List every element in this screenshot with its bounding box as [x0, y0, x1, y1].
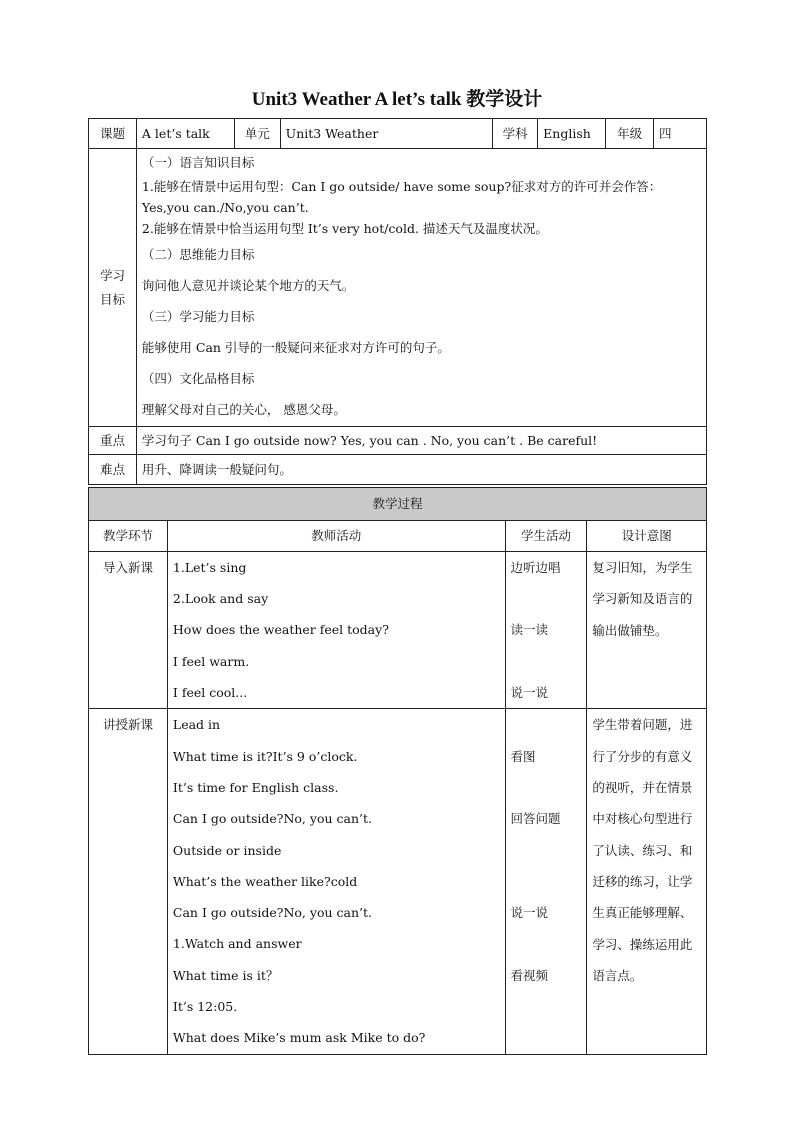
teacher-line: 1.Watch and answer	[172, 936, 302, 952]
student-line	[511, 583, 582, 614]
header-student-activity: 学生活动	[505, 521, 587, 552]
teacher-line: Can I go outside?No, you can’t.	[172, 811, 372, 827]
student-line: 看视频	[510, 967, 549, 983]
teacher-line: What does Mike’s mum ask Mike to do?	[172, 1030, 426, 1046]
process-title: 教学过程	[89, 488, 707, 521]
teacher-line: It’s 12:05.	[172, 998, 238, 1014]
teacher-line: I feel cool...	[172, 685, 248, 701]
goals-row	[89, 149, 707, 427]
design-intent-text: 复习旧知，为学生学习新知及语言的输出做铺垫。	[592, 560, 693, 638]
teacher-line: 1.Let’s sing	[172, 559, 247, 575]
teacher-line: What time is it?It’s 9 o’clock.	[172, 748, 358, 764]
difficult-point-label: 难点	[89, 455, 137, 485]
process-title-row	[89, 488, 707, 521]
teacher-line: Lead in	[172, 717, 221, 733]
student-line	[511, 646, 582, 677]
stage-label: 讲授新课	[102, 717, 153, 733]
topic-value: A let’s talk	[136, 119, 234, 149]
student-line: 看图	[510, 748, 536, 764]
student-activity-cell	[505, 709, 587, 1054]
process-table	[88, 487, 707, 1055]
goal-thinking-text: 询问他人意见并谈论某个地方的天气。	[141, 277, 355, 293]
unit-label: 单元	[234, 119, 280, 149]
stage-label: 导入新课	[102, 559, 153, 575]
goal-heading-learning: （三）学习能力目标	[141, 308, 255, 324]
goal-learning-text: 能够使用 Can 引导的一般疑问来征求对方许可的句子。	[141, 339, 450, 355]
student-line	[511, 991, 582, 1022]
document-title: Unit3 Weather A let’s talk 教学设计	[251, 89, 543, 110]
grade-value: 四	[654, 119, 707, 149]
difficult-point-row	[89, 455, 707, 485]
design-intent-cell	[587, 552, 707, 709]
teacher-line: What’s the weather like?cold	[172, 873, 358, 889]
design-intent-cell	[587, 709, 707, 1054]
student-activity-cell	[505, 552, 587, 709]
teacher-line: What time is it？	[172, 967, 279, 983]
stage-cell	[89, 709, 168, 1054]
student-line	[511, 1022, 582, 1053]
goal-language-item1: 1.能够在情景中运用句型：Can I go outside/ have some soup?征求对方的许可并会作答：Yes,you can./No,you can’t.	[141, 179, 662, 215]
topic-label: 课题	[89, 119, 137, 149]
key-point-label: 重点	[89, 427, 137, 455]
goals-label	[89, 149, 137, 427]
student-line	[511, 929, 582, 960]
student-line	[511, 835, 582, 866]
section-new-lesson	[89, 709, 707, 1054]
subject-value: English	[538, 119, 606, 149]
student-line: 边听边唱	[510, 559, 561, 575]
info-table	[88, 118, 707, 485]
teacher-activity-cell	[167, 552, 505, 709]
goals-content	[136, 149, 706, 427]
teacher-line: It’s time for English class.	[172, 779, 339, 795]
student-line	[511, 709, 582, 740]
info-row	[89, 119, 707, 149]
stage-cell	[89, 552, 168, 709]
header-stage: 教学环节	[89, 521, 168, 552]
process-header-row	[89, 521, 707, 552]
design-intent-text: 学生带着问题，进行了分步的有意义的视听，并在情景中对核心句型进行了认读、练习、和迁移的练习，让学生真正能够理解、学习、操练运用此语言点。	[592, 717, 693, 983]
goal-heading-language: （一）语言知识目标	[141, 155, 255, 171]
subject-label: 学科	[493, 119, 538, 149]
goal-heading-culture: （四）文化品格目标	[141, 370, 255, 386]
header-teacher-activity: 教师活动	[167, 521, 505, 552]
student-line: 说一说	[510, 685, 549, 701]
goal-heading-thinking: （二）思维能力目标	[141, 246, 255, 262]
goal-culture-text: 理解父母对自己的关心， 感恩父母。	[141, 401, 346, 417]
goals-label-line2: 目标	[99, 291, 125, 307]
teacher-line: I feel warm.	[172, 653, 250, 669]
student-line: 读一读	[510, 622, 549, 638]
teacher-line: How does the weather feel today?	[172, 622, 389, 638]
student-line	[511, 772, 582, 803]
header-design-intent: 设计意图	[587, 521, 707, 552]
teacher-line: Can I go outside?No, you can’t.	[172, 905, 372, 921]
goals-label-line1: 学习	[99, 267, 125, 283]
goal-language-item2: 2.能够在情景中恰当运用句型 It’s very hot/cold. 描述天气及温度状况。	[141, 221, 548, 236]
unit-value: Unit3 Weather	[280, 119, 493, 149]
section-lead-in	[89, 552, 707, 709]
student-line	[511, 866, 582, 897]
grade-label: 年级	[606, 119, 654, 149]
teacher-line: 2.Look and say	[172, 591, 269, 607]
teacher-line: Outside or inside	[172, 842, 282, 858]
student-line: 回答问题	[510, 811, 561, 827]
key-point-text: 学习句子 Can I go outside now? Yes, you can . No, you can’t . Be careful!	[136, 427, 706, 455]
difficult-point-text: 用升、降调读一般疑问句。	[136, 455, 706, 485]
key-point-row	[89, 427, 707, 455]
teacher-activity-cell	[167, 709, 505, 1054]
student-line: 说一说	[510, 905, 549, 921]
